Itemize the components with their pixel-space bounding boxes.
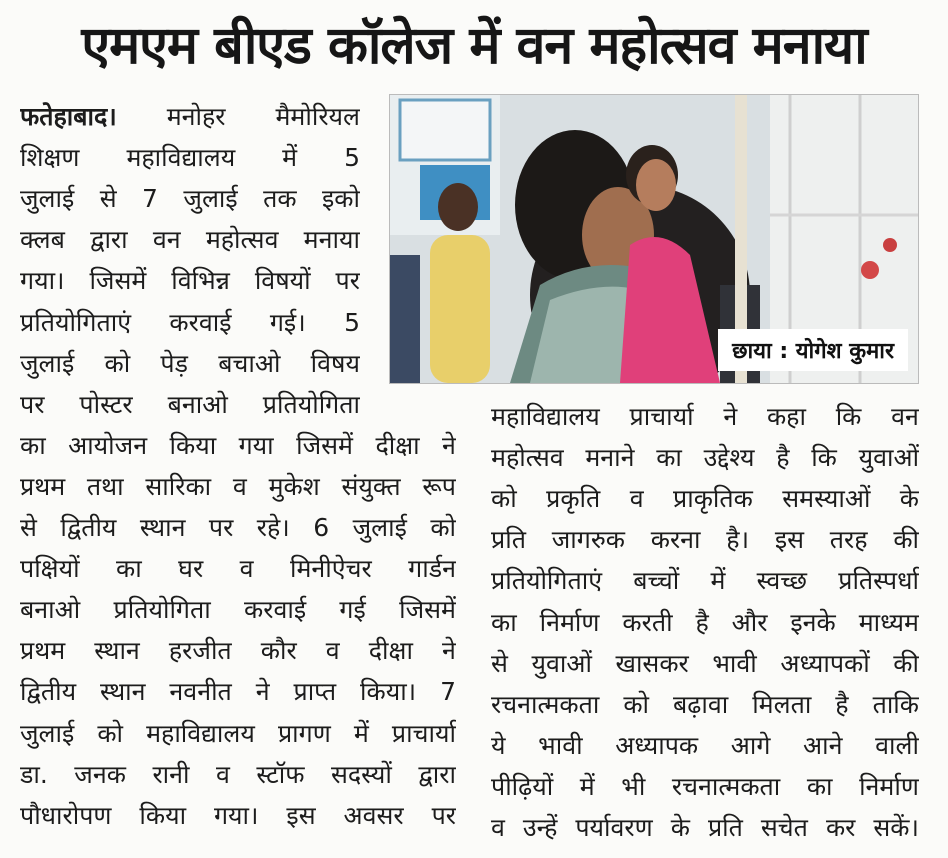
word: निर्माण <box>859 771 919 801</box>
word: रूप <box>422 471 456 501</box>
article-line <box>491 727 919 765</box>
news-photo <box>389 94 919 384</box>
word: ताकि <box>872 689 919 719</box>
word: मनोहर <box>166 102 226 131</box>
word: को <box>491 484 517 514</box>
word: जागरुक <box>551 525 625 555</box>
word: जनक <box>74 759 126 789</box>
word: भी <box>621 771 646 801</box>
word: महाविद्यालय <box>146 718 255 748</box>
article-line <box>20 98 360 136</box>
photo-credit: छाया : योगेश कुमार <box>718 329 908 371</box>
word: व <box>491 813 505 842</box>
article-line <box>20 673 456 711</box>
word: मिलता <box>752 689 812 719</box>
word: और <box>731 607 768 637</box>
word: आयोजन <box>68 430 148 460</box>
word: शिक्षण <box>20 143 80 173</box>
word: मैमोरियल <box>275 102 360 131</box>
word: आने <box>803 730 843 760</box>
word: द्वारा <box>90 225 128 255</box>
dateline: फतेहाबाद। <box>20 102 117 131</box>
word: व <box>629 484 644 514</box>
word: नवनीत <box>169 677 232 707</box>
word: तथा <box>86 471 124 501</box>
word: गया। <box>20 266 65 296</box>
word: सचेत <box>760 813 808 842</box>
word: ने <box>723 402 738 431</box>
word: पर्यावरण <box>575 813 653 842</box>
word: बनाओ <box>167 389 228 419</box>
word: महोत्सव <box>491 443 564 473</box>
word: प्रति <box>491 525 526 555</box>
word: विषय <box>310 348 360 378</box>
article-line <box>20 386 360 424</box>
word: व <box>325 636 340 666</box>
word: दीक्षा <box>375 430 420 460</box>
word: अवसर <box>343 800 404 830</box>
word: महोत्सव <box>205 225 279 255</box>
word: ये <box>491 730 506 760</box>
word: जुलाई <box>352 513 407 542</box>
word: कि <box>811 443 837 473</box>
word: में <box>579 771 595 801</box>
article-line <box>491 398 919 436</box>
word: रचनात्मकता <box>671 771 781 801</box>
word: युवाओं <box>531 648 592 678</box>
word: करवाई <box>169 307 232 337</box>
word: स्वच्छ <box>756 566 808 596</box>
word: की <box>893 648 919 678</box>
word: उद्देश्य <box>703 443 755 473</box>
word: कहा <box>766 402 806 431</box>
word: स्थान <box>139 513 186 542</box>
word: गया <box>238 430 274 460</box>
word: के <box>670 813 690 842</box>
word: गई। <box>269 307 306 337</box>
word: माध्यम <box>858 607 919 637</box>
word: कि <box>835 402 862 431</box>
word: 5 <box>344 143 360 173</box>
word: वन <box>152 225 181 255</box>
word: को <box>430 513 456 542</box>
article-line <box>20 797 456 835</box>
word: द्वारा <box>418 759 456 789</box>
word: 7 <box>142 184 158 214</box>
word: क्लब <box>20 225 65 255</box>
word: प्रकृति <box>546 484 601 514</box>
article-line <box>20 427 456 465</box>
word: प्रथम <box>20 471 66 501</box>
article-line <box>491 768 919 806</box>
word: रहे। <box>256 513 290 542</box>
word: भावी <box>712 648 757 678</box>
word: वन <box>891 402 919 431</box>
word: द्वितीय <box>20 677 77 707</box>
word: ने <box>255 677 270 707</box>
word: पौधारोपण <box>20 800 112 830</box>
word: से <box>20 513 37 542</box>
word: से <box>491 648 508 678</box>
word: पक्षियों <box>20 554 80 584</box>
word: पेड़ <box>160 348 188 378</box>
word: जुलाई <box>20 718 75 748</box>
word: करना <box>650 525 701 555</box>
word: पीढ़ियों <box>491 771 554 801</box>
word: व <box>232 471 247 501</box>
word: स्टॉफ <box>256 759 305 789</box>
word: इस <box>286 800 316 830</box>
word: का <box>491 607 517 637</box>
word: युवाओं <box>858 443 919 473</box>
article-line <box>20 468 456 506</box>
word: उन्हें <box>522 813 558 842</box>
word: मनाया <box>303 225 360 255</box>
word: मनाने <box>585 443 635 473</box>
word: से <box>99 184 117 214</box>
word: दीक्षा <box>368 636 413 666</box>
word: गया। <box>213 800 259 830</box>
word: है <box>776 443 790 473</box>
word: तरह <box>829 525 868 555</box>
word: करती <box>622 607 673 637</box>
word: जुलाई <box>20 184 75 214</box>
word: पर <box>335 266 360 296</box>
word: महाविद्यालय <box>491 402 600 431</box>
word: द्वितीय <box>60 513 117 542</box>
word: मुकेश <box>268 471 320 501</box>
word: हरजीत <box>168 636 232 666</box>
article-line <box>20 591 456 629</box>
article-line <box>491 809 919 847</box>
word: कौर <box>260 636 297 666</box>
word: इस <box>774 525 805 555</box>
article-line <box>20 550 456 588</box>
word: पर <box>20 389 45 419</box>
word: इको <box>321 184 360 214</box>
article-line <box>20 221 360 259</box>
word: विषयों <box>254 266 311 296</box>
word: रानी <box>152 759 190 789</box>
word: महाविद्यालय <box>126 143 236 173</box>
article-line <box>20 509 456 547</box>
word: बच्चों <box>633 566 680 596</box>
word: कर <box>825 813 856 842</box>
word: किया <box>139 800 187 830</box>
word: के <box>899 484 919 514</box>
word: तक <box>263 184 297 214</box>
word: प्राप्त <box>293 677 337 707</box>
word: बढ़ावा <box>673 689 729 719</box>
word: 5 <box>344 307 360 337</box>
article-line <box>491 439 919 477</box>
word: किया <box>169 430 217 460</box>
article-line <box>491 480 919 518</box>
word: का <box>656 443 682 473</box>
word: प्रतिस्पर्धा <box>838 566 919 596</box>
word: की <box>893 525 919 555</box>
word: को <box>97 718 124 748</box>
word: है <box>835 689 849 719</box>
word: पोस्टर <box>79 389 133 419</box>
word: का <box>20 430 46 460</box>
word: प्रागण <box>277 718 331 748</box>
word: बचाओ <box>218 348 281 378</box>
word: को <box>623 689 650 719</box>
word: पर <box>208 513 234 542</box>
word: प्राचार्या <box>391 718 456 748</box>
word: स्थान <box>99 677 146 707</box>
article-line <box>20 345 360 383</box>
word: को <box>104 348 131 378</box>
word: गई <box>339 595 366 625</box>
word: अध्यापक <box>615 730 699 760</box>
article-line <box>20 304 360 342</box>
word: समस्याओं <box>782 484 871 514</box>
word: प्रति <box>707 813 743 842</box>
word: पर <box>431 800 456 830</box>
word: प्राकृतिक <box>673 484 753 514</box>
article-line <box>20 756 456 794</box>
word: में <box>282 143 298 173</box>
word: प्रतियोगिताएं <box>491 566 603 596</box>
word: है <box>695 607 709 637</box>
article-line <box>491 645 919 683</box>
word: सारिका <box>145 471 212 501</box>
word: सकें। <box>873 813 919 842</box>
article-line <box>491 686 919 724</box>
word: करवाई <box>244 595 307 625</box>
word: व <box>216 759 230 789</box>
word: 7 <box>440 677 456 707</box>
word: रचनात्मकता <box>491 689 600 719</box>
word: प्राचार्या <box>629 402 694 431</box>
article-line <box>20 632 456 670</box>
word: किया। <box>360 677 417 707</box>
word: अध्यापकों <box>780 648 870 678</box>
word: जिसमें <box>399 595 456 625</box>
word: में <box>353 718 369 748</box>
word: है। <box>726 525 750 555</box>
article-line <box>20 139 360 177</box>
word: प्रतियोगिता <box>113 595 211 625</box>
headline: एमएम बीएड कॉलेज में वन महोत्सव मनाया <box>81 16 867 76</box>
word: 6 <box>313 513 330 542</box>
word: का <box>806 771 833 801</box>
article-line <box>20 180 360 218</box>
word: बनाओ <box>20 595 81 625</box>
article-line <box>491 521 919 559</box>
word: ने <box>442 636 456 666</box>
word: प्रतियोगिताएं <box>20 307 132 337</box>
word: भावी <box>538 730 583 760</box>
word: विभिन्न <box>171 266 230 296</box>
word: में <box>710 566 726 596</box>
word: गार्डन <box>408 554 456 584</box>
word: संयुक्त <box>341 471 401 501</box>
word: डा. <box>20 759 48 789</box>
word: जुलाई <box>183 184 238 214</box>
word: आगे <box>730 730 771 760</box>
word: जुलाई <box>20 348 75 378</box>
word: प्रतियोगिता <box>262 389 360 419</box>
word: इनके <box>790 607 836 637</box>
word: घर <box>178 554 204 584</box>
article-line <box>20 715 456 753</box>
word: ने <box>442 430 456 460</box>
word: का <box>116 554 142 584</box>
word: मिनीऐचर <box>290 554 372 584</box>
word: सदस्यों <box>330 759 392 789</box>
word: खासकर <box>615 648 689 678</box>
article-line <box>491 604 919 642</box>
word: प्रथम <box>20 636 66 666</box>
article-line <box>20 262 360 300</box>
word: जिसमें <box>89 266 147 296</box>
word: स्थान <box>94 636 140 666</box>
word: वाली <box>875 730 919 760</box>
article-line <box>491 562 919 600</box>
word: व <box>239 554 254 584</box>
word: जिसमें <box>296 430 353 460</box>
word: निर्माण <box>539 607 600 637</box>
